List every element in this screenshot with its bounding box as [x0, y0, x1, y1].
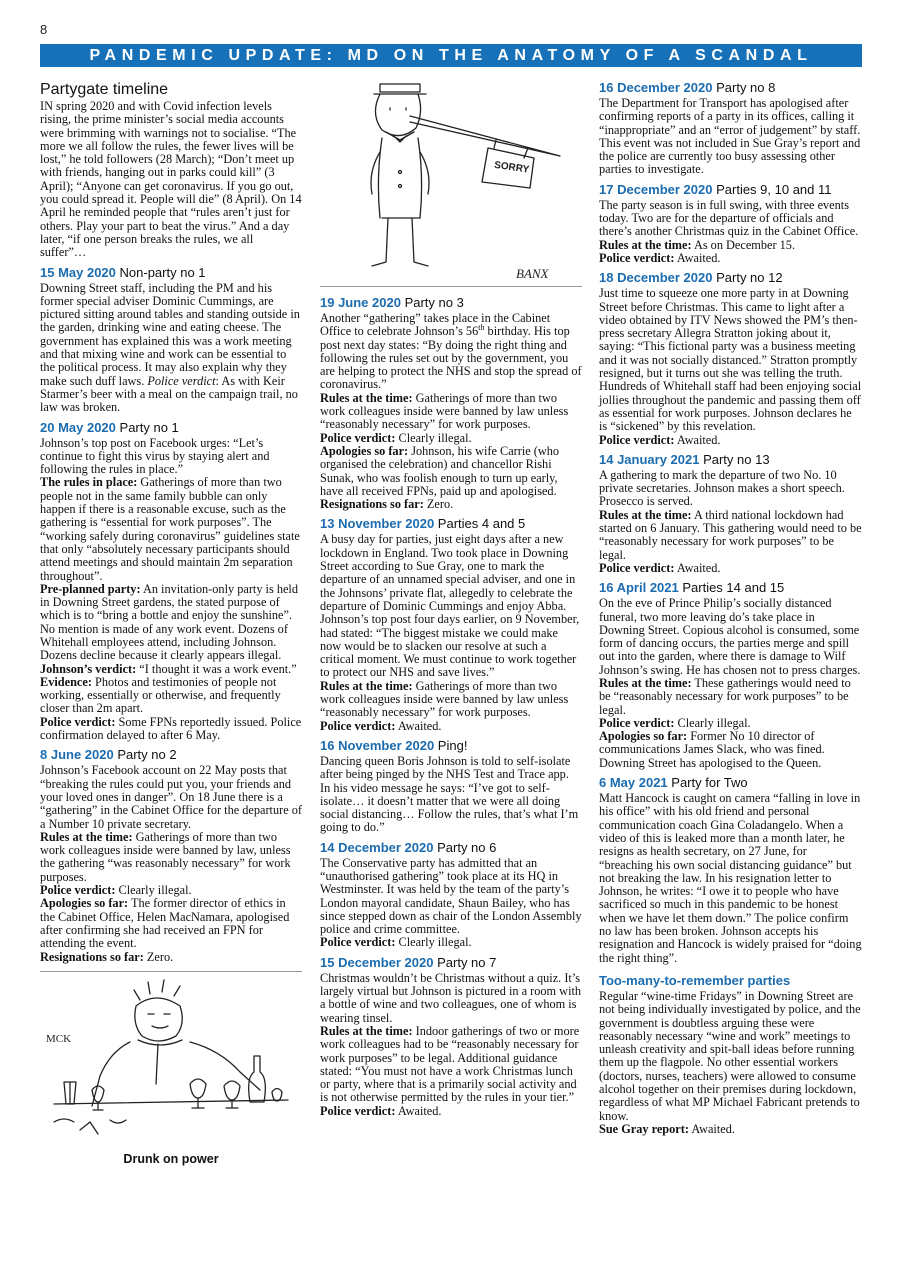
entry-heading: 14 December 2020 Party no 6 — [320, 839, 497, 855]
entry-resignations: Resignations so far: Zero. — [40, 949, 174, 964]
entry-text: Dancing queen Boris Johnson is told to self-isolate after being pinged by the NHS Test and Trace app. In his video message he says: “I’ve got to self-isolate… it doesn’t matter that we were all doing social distancing… Follow the rules, that’s what I’m going to do.” — [320, 753, 579, 835]
entry-verdict: Police verdict: Clearly illegal. — [320, 935, 472, 950]
entry-rules: Rules at the time: Gatherings of more than two work colleagues inside were banned by law, unless the gathering “was reasonably necessary” for work purposes. — [40, 829, 291, 884]
entry-verdict: Police verdict: Awaited. — [320, 718, 442, 733]
entry-text: Another “gathering” takes place in the Cabinet Office to celebrate Johnson’s 56th birthday. His top post next day states: “By doing the right thing and following the rules set out by the government, you are helping to protect the NHS and stop the spread of coronavirus.” — [320, 311, 582, 392]
entry-text: The Department for Transport has apologised after confirming reports of a party in its offices, calling it “inappropriate” and an “error of judgement” by staff. This event was not included in Sue Gray’s report and the police are currently too busy assessing other parties to investigate. — [599, 96, 861, 177]
entry-text: A busy day for parties, just eight days after a new lockdown in England. Two took place in Downing Street according to Sue Gray, one to mark the departure of an unnamed special adviser, and one in the Johnsons’ private flat, allegedly to celebrate the departure of Dominic Cummings and enjoy Abba. Johnson’s top post four days earlier, on 9 November, had stated: “The biggest mistake we could make now would be to slacken our resolve at such a critical moment. We must continue to work together to protect our NHS and save lives.” — [320, 532, 580, 680]
pinocchio-cartoon — [320, 72, 582, 282]
entry-heading: 20 May 2020 Party no 1 — [40, 419, 179, 435]
entry-verdict: Police verdict: Clearly illegal. — [599, 715, 751, 730]
entry-heading: 19 June 2020 Party no 3 — [320, 295, 464, 310]
section-banner: PANDEMIC UPDATE: MD ON THE ANATOMY OF A SCANDAL — [40, 44, 862, 67]
entry-text: Johnson’s Facebook account on 22 May posts that “breaking the rules could put you, your friends and your loved ones in danger”. On 18 June there is a “gathering” in the Cabinet Office for the departure of a Number 10 private secretary. — [40, 763, 302, 831]
entry-heading: 8 June 2020 Party no 2 — [40, 747, 177, 763]
cartoonist-signature: BANX — [516, 266, 549, 281]
entry-verdict: Police verdict: Clearly illegal. — [320, 430, 472, 445]
entry-apologies: Apologies so far: Former No 10 director of communications James Slack, who was fined. Downing Street has apologised to the Queen. — [599, 729, 825, 770]
entry-apologies: Apologies so far: Johnson, his wife Carrie (who organised the celebration) and chancellor Rishi Sunak, who was foolish enough to turn up early, have all received FPNs, paid up and apologised. — [320, 443, 560, 498]
entry-johnson-verdict: Johnson’s verdict: “I thought it was a work event.” — [40, 661, 297, 676]
divider — [320, 286, 582, 287]
entry-verdict: Police verdict: Awaited. — [599, 560, 721, 575]
entry-heading: 18 December 2020 Party no 12 — [599, 270, 783, 286]
entry-resignations: Resignations so far: Zero. — [320, 497, 454, 512]
entry-text: On the eve of Prince Philip’s socially distanced funeral, two more leaving do’s take place in Downing Street. Copious alcohol is consumed, some form of dancing occurs, the parties merge and spill out into the garden, where there is damage to Wilf Johnson’s swing. He has chosen not to press charges. — [599, 596, 861, 677]
entry-evidence: Evidence: Photos and testimonies of people not working, essentially or otherwise, and frequently closer than 2m apart. — [40, 674, 281, 716]
entry-text: The Conservative party has admitted that an “unauthorised gathering” took place at its HQ in Westminster. It was held by the team of the party’s London mayoral candidate, Shaun Bailey, who has since stepped down as chair of the London Assembly police and crime committee. — [320, 855, 582, 937]
entry-report: Sue Gray report: Awaited. — [599, 1121, 735, 1136]
entry-heading: 17 December 2020 Parties 9, 10 and 11 — [599, 181, 832, 197]
entry-verdict: Police verdict: Awaited. — [599, 250, 721, 265]
entry-heading: 13 November 2020 Parties 4 and 5 — [320, 516, 526, 532]
intro-text: IN spring 2020 and with Covid infection levels rising, the prime minister’s social media accounts were brimming with warnings not to socialise. “The more we all follow the rules, the fewer lives will be lost,” he told followers (28 March); “Don’t meet up with friends, hanging out in parks could kill” (3 April); “Anyone can get coronavirus. If you go out, you could spread it. People will die” (8 April). On 14 April he reminded people that “rules aren’t just for others. Play your part to beat the virus.” And a day later, “if one person breaks the rules, we all suffer”… — [40, 99, 302, 260]
entry-heading: 15 May 2020 Non-party no 1 — [40, 264, 206, 280]
entry-heading: 14 January 2021 Party no 13 — [599, 451, 770, 467]
entry-rules: Rules at the time: A third national lockdown had started on 6 January. This gathering would need to be “reasonably necessary for work purposes” to be legal. — [599, 507, 862, 562]
entry-text: Johnson’s top post on Facebook urges: “Let’s continue to fight this virus by staying alert and following the rules in place.” — [40, 435, 270, 477]
entry-heading: 16 November 2020 Ping! — [320, 737, 468, 753]
entry-apologies: Apologies so far: The former director of ethics in the Cabinet Office, Helen MacNamara, apologised after confirming she had received an FPN for attending the event. — [40, 896, 290, 951]
cartoon-caption: Drunk on power — [123, 1151, 219, 1166]
column-right — [599, 80, 862, 1136]
entry-verdict: Police verdict: Clearly illegal. — [40, 883, 192, 898]
entry-verdict: Police verdict: Awaited. — [599, 432, 721, 447]
entry-heading: 15 December 2020 Party no 7 — [320, 954, 497, 970]
entry-rules: The rules in place: Gatherings of more than two people not in the same family bubble can only happen if there is a reasonable excuse, such as the gathering is “essential for work purposes”. The “working safely during coronavirus” guidelines state that only “absolutely necessary participants should attend meetings and should maintain 2m separation throughout”. — [40, 475, 300, 583]
entry-rules: Rules at the time: Gatherings of more than two work colleagues inside were banned by law unless “reasonably necessary” for work purposes. — [320, 390, 569, 432]
entry-heading: 6 May 2021 Party for Two — [599, 775, 748, 791]
entry-text: Christmas wouldn’t be Christmas without a quiz. It’s largely virtual but Johnson is pictured in a room with a bottle of wine and two colleagues, one of whom is wearing tinsel. — [320, 970, 582, 1025]
cartoonist-signature: MCK — [46, 1032, 72, 1045]
entry-preplanned: Pre-planned party: An invitation-only party is held in Downing Street gardens, the stated purpose of which is to “bring a bottle and enjoy the sunshine”. No mention is made of any work event. Dozens of Whitehall employees attend, including Johnson. Dozens decline because it clearly appears illegal. — [40, 581, 298, 663]
entry-verdict: Police verdict: Awaited. — [320, 1103, 442, 1118]
entry-rules: Rules at the time: Gatherings of more than two work colleagues inside were banned by law unless “reasonably necessary” for work purposes. — [320, 678, 569, 720]
entry-text: Just time to squeeze one more party in at Downing Street before Christmas. This came to light after a video obtained by ITV News showed the PM’s then-press secretary Allegra Stratton joking about it, saying: “This fictional party was a business meeting and it was not socially distanced.” Stratton promptly resigned, but it turns out she was telling the truth. Hundreds of Whitehall staff had been enjoying social jollies throughout the pandemic and passing them off as essential for work purposes. Johnson declares he is “sickened” by this revelation. — [599, 286, 862, 434]
cartoon-sign-text: SORRY — [493, 159, 530, 176]
entry-text: Regular “wine-time Fridays” in Downing Street are not being individually investigated by police, and the government is doubtless arguing these were reasonably necessary “wine and work” meetings to unleash creativity and spit-ball ideas before running them up the flagpole. No other essential workers (doctors, nurses, teachers) were allowed to consume alcohol together on their premises during lockdown, regardless of what MP Michael Fabricant pretends to know. — [599, 988, 861, 1123]
entry-rules: Rules at the time: As on December 15. — [599, 237, 796, 252]
article-title: Partygate timeline — [40, 81, 169, 98]
entry-text: The party season is in full swing, with three events today. Two are for the departure of officials and there’s another Christmas quiz in the Cabinet Office. — [599, 197, 859, 239]
entry-text: Matt Hancock is caught on camera “falling in love in his office” with his old friend and personal communication coach Gina Coladangelo. When a video of this is leaked more than a month later, he resigns as health secretary, on 27 June, for “breaching his own social distancing guidance” but not breaking the law. In his resignation letter to Johnson, he writes: “I owe it to people who have sacrificed so much in this pandemic to be honest when we have let them down.” The police confirm no law has been broken. Johnson accepts his resignation and Hancock is widely praised for “doing the right thing”. — [599, 791, 862, 965]
column-left — [40, 80, 302, 1166]
entry-text: Downing Street staff, including the PM and his former special adviser Dominic Cummings, are pictured sitting around tables and standing outside in the garden, drinking wine and eating cheese. The government has explained this was a work meeting and that mixing wine and work can be essential to the political process. It may also explain why they make such duff laws. Police verdict: As with Keir Starmer’s beer with a meal on the campaign trail, no law was broken. — [40, 280, 300, 415]
entry-heading: 16 December 2020 Party no 8 — [599, 80, 776, 95]
entry-rules: Rules at the time: Indoor gatherings of two or more work colleagues had to be “reasonably necessary for work purposes” to be legal. Additional guidance stated: “You must not have a work Christmas lunch or party, where that is a primarily social activity and is not otherwise permitted by the rules in your tier.” — [320, 1023, 580, 1105]
drunk-cartoon — [40, 972, 302, 1150]
page-number: 8 — [40, 22, 48, 37]
column-middle — [320, 72, 582, 1118]
entry-rules: Rules at the time: These gatherings would need to be “reasonably necessary for work purposes” to be legal. — [599, 675, 851, 717]
entry-text: A gathering to mark the departure of two No. 10 private secretaries. Johnson makes a short speech. Prosecco is served. — [599, 467, 845, 509]
entry-verdict: Police verdict: Some FPNs reportedly issued. Police confirmation delayed to after 6 May. — [40, 714, 302, 743]
entry-heading: Too-many-to-remember parties — [599, 972, 791, 988]
entry-heading: 16 April 2021 Parties 14 and 15 — [599, 580, 785, 596]
